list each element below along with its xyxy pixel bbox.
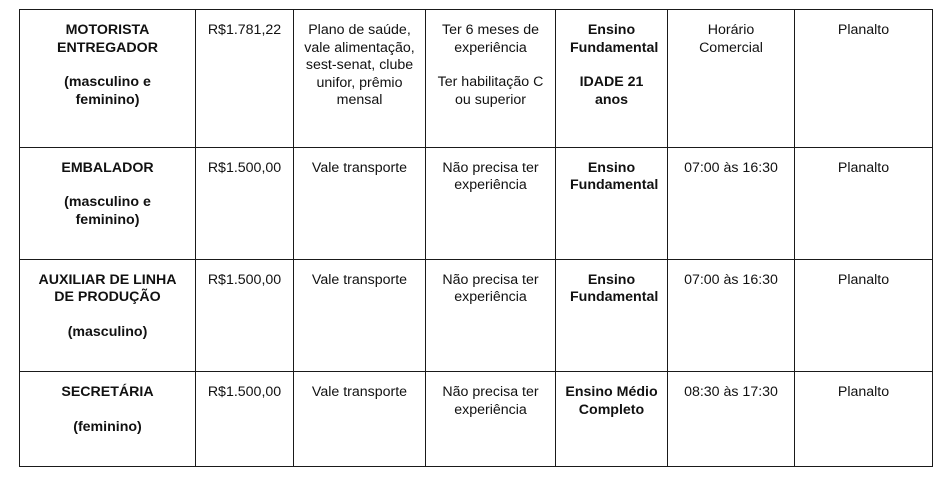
requirement-text: Não precisa ter experiência <box>442 271 539 306</box>
education-cell <box>556 147 668 259</box>
salary-value: R$1.500,00 <box>207 384 282 401</box>
salary-cell <box>196 372 294 467</box>
benefits-cell <box>294 147 426 259</box>
job-title-line: SECRETÁRIA <box>61 384 154 401</box>
salary-value: R$1.500,00 <box>207 159 282 176</box>
benefits-text: Vale transporte <box>311 271 408 288</box>
schedule-text: 08:30 às 17:30 <box>684 384 778 401</box>
requirement-text: Ter 6 meses de experiência <box>442 22 539 56</box>
requirements-cell <box>426 10 556 148</box>
table-row <box>20 10 933 148</box>
location-text: Planalto <box>837 159 890 176</box>
job-title-line: AUXILIAR DE LINHA <box>38 271 177 288</box>
requirement-text: Ter habilitação C ou superior <box>437 74 544 108</box>
schedule-cell <box>668 372 795 467</box>
requirements-cell <box>426 259 556 371</box>
salary-value: R$1.500,00 <box>207 271 282 288</box>
education-text: Ensino Médio Completo <box>565 384 658 418</box>
benefits-cell <box>294 10 426 148</box>
job-gender: (masculino e feminino) <box>64 74 151 108</box>
schedule-cell <box>668 10 795 148</box>
education-cell <box>556 372 668 467</box>
job-title-line: DE PRODUÇÃO <box>54 289 161 306</box>
location-cell <box>795 147 933 259</box>
job-title-cell <box>20 372 196 467</box>
job-gender: (masculino) <box>67 323 148 340</box>
requirements-cell <box>426 372 556 467</box>
schedule-cell <box>668 147 795 259</box>
education-text: Ensino Fundamental <box>570 271 659 306</box>
job-openings-table <box>19 9 933 467</box>
education-text: Ensino Fundamental <box>570 159 659 194</box>
table-row <box>20 372 933 467</box>
schedule-text: 07:00 às 16:30 <box>684 159 778 176</box>
location-text: Planalto <box>837 22 890 38</box>
requirements-cell <box>426 147 556 259</box>
location-cell <box>795 372 933 467</box>
job-title-cell <box>20 147 196 259</box>
schedule-cell <box>668 259 795 371</box>
job-title-cell <box>20 259 196 371</box>
education-cell <box>556 259 668 371</box>
education-cell <box>556 10 668 148</box>
job-title-line: MOTORISTA <box>65 22 150 38</box>
job-title-line: EMBALADOR <box>61 159 154 176</box>
schedule-text: Horário Comercial <box>699 22 763 56</box>
table-row <box>20 259 933 371</box>
benefits-text: Vale transporte <box>311 384 408 401</box>
requirement-text: Não precisa ter experiência <box>442 159 539 194</box>
job-gender: (feminino) <box>73 418 142 435</box>
benefits-cell <box>294 259 426 371</box>
benefits-text: Plano de saúde, vale alimentação, sest-senat, clube unifor, prêmio mensal <box>304 22 415 108</box>
salary-value: R$1.781,22 <box>207 22 282 38</box>
salary-cell <box>196 259 294 371</box>
location-cell <box>795 259 933 371</box>
location-text: Planalto <box>837 271 890 288</box>
job-gender: (masculino e feminino) <box>64 194 151 228</box>
benefits-cell <box>294 372 426 467</box>
benefits-text: Vale transporte <box>311 159 408 176</box>
education-text: Ensino Fundamental <box>570 22 659 56</box>
schedule-text: 07:00 às 16:30 <box>684 271 778 288</box>
location-text: Planalto <box>837 384 890 401</box>
age-requirement: IDADE 21 anos <box>579 74 644 108</box>
job-title-line: ENTREGADOR <box>57 39 158 56</box>
salary-cell <box>196 147 294 259</box>
job-title-cell <box>20 10 196 148</box>
requirement-text: Não precisa ter experiência <box>442 384 539 418</box>
table-row <box>20 147 933 259</box>
location-cell <box>795 10 933 148</box>
salary-cell <box>196 10 294 148</box>
